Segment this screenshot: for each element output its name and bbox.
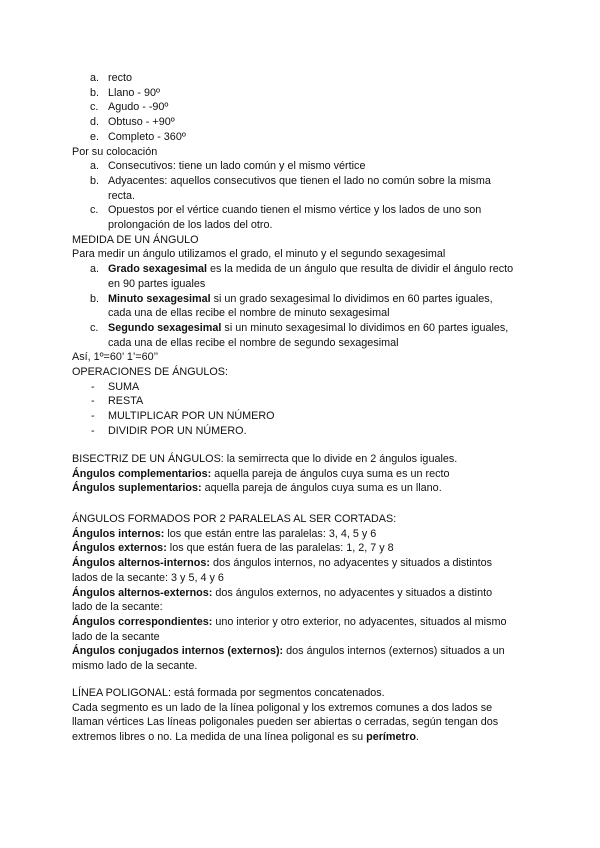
- list-item: a. Consecutivos: tiene un lado común y el mismo vértice: [90, 160, 366, 173]
- list-marker: e.: [90, 130, 100, 143]
- list-item: c. Opuestos por el vértice cuando tienen el mismo vértice y los lados de uno son prolongación de los lados del otro.: [90, 204, 482, 232]
- dash-marker: -: [91, 395, 95, 408]
- term: Ángulos internos:: [72, 527, 165, 540]
- term: Ángulos alternos-externos:: [72, 586, 213, 599]
- list-item: a. Grado sexagesimal es la medida de un ángulo que resulta de dividir el ángulo recto en 90 partes iguales: [90, 263, 514, 290]
- term: perímetro: [366, 731, 416, 744]
- paragraph: Ángulos suplementarios: aquella pareja de ángulos cuya suma es un llano.: [72, 482, 442, 495]
- list-item: - DIVIDIR POR UN NÚMERO.: [91, 424, 247, 437]
- list-marker: c.: [90, 204, 99, 217]
- paragraph: Ángulos complementarios: aquella pareja de ángulos cuya suma es un recto: [72, 467, 450, 480]
- list-item: d. Obtuso - +90º: [90, 116, 175, 129]
- list-item: - SUMA: [91, 380, 140, 393]
- section-heading: LÍNEA POLIGONAL: está formada por segmentos concatenados.: [72, 687, 385, 699]
- paragraph: lado de la secante: [72, 630, 160, 643]
- bisector-section: [72, 452, 532, 496]
- equivalence-line: Así, 1º=60’ 1’=60’’: [72, 351, 159, 364]
- paragraph: Ángulos conjugados internos (externos): dos ángulos internos (externos) situados a un: [72, 645, 505, 658]
- list-item: c. Segundo sexagesimal si un minuto sexagesimal lo dividimos en 60 partes iguales, cada una de ellas recibe el nombre de segundo sexagesimal: [90, 321, 509, 349]
- section-heading: Por su colocación: [72, 145, 158, 158]
- list-marker: a.: [90, 72, 100, 84]
- list-marker: a.: [90, 263, 100, 276]
- paragraph: llaman vértices Las líneas poligonales pueden ser abiertas o cerradas, según tengan dos: [72, 716, 499, 729]
- paragraph: Ángulos externos: los que están fuera de las paralelas: 1, 2, 7 y 8: [72, 542, 394, 555]
- dash-marker: -: [91, 424, 95, 437]
- list-marker: b.: [90, 292, 100, 305]
- paragraph: lados de la secante: 3 y 5, 4 y 6: [72, 571, 224, 584]
- dash-marker: -: [91, 380, 95, 393]
- section-heading: MEDIDA DE UN ÁNGULO: [72, 233, 199, 246]
- paragraph: BISECTRIZ DE UN ÁNGULOS: la semirrecta que lo divide en 2 ángulos iguales.: [72, 453, 458, 465]
- term: Ángulos suplementarios:: [72, 482, 202, 495]
- list-marker: b.: [90, 174, 100, 187]
- paragraph: mismo lado de la secante.: [72, 660, 198, 673]
- angle-types-list: [72, 71, 532, 439]
- parallels-section: [72, 512, 532, 674]
- list-item: a. recto: [90, 72, 133, 84]
- paragraph: Ángulos internos: los que están entre las paralelas: 3, 4, 5 y 6: [72, 527, 377, 540]
- list-item: c. Agudo - -90º: [90, 101, 169, 114]
- list-marker: d.: [90, 116, 100, 129]
- list-marker: c.: [90, 101, 99, 114]
- term: Minuto sexagesimal: [108, 292, 211, 305]
- list-marker: a.: [90, 160, 100, 173]
- term: Ángulos alternos-internos:: [72, 557, 210, 570]
- term: Ángulos conjugados internos (externos):: [72, 645, 284, 658]
- section-heading: ÁNGULOS FORMADOS POR 2 PARALELAS AL SER CORTADAS:: [72, 513, 397, 525]
- polygonal-section: [72, 686, 532, 745]
- dash-marker: -: [91, 410, 95, 423]
- list-item: e. Completo - 360º: [90, 130, 186, 143]
- list-item: - RESTA: [91, 395, 144, 408]
- section-heading: OPERACIONES DE ÁNGULOS:: [72, 366, 228, 379]
- paragraph: Para medir un ángulo utilizamos el grado, el minuto y el segundo sexagesimal: [72, 248, 446, 261]
- list-item: - MULTIPLICAR POR UN NÚMERO: [91, 410, 275, 423]
- list-item: b. Minuto sexagesimal si un grado sexagesimal lo dividimos en 60 partes iguales, cada una de ellas recibe el nombre de minuto sexagesimal: [90, 292, 493, 320]
- list-marker: c.: [90, 321, 99, 334]
- term: Ángulos correspondientes:: [72, 615, 213, 628]
- paragraph: Ángulos alternos-externos: dos ángulos externos, no adyacentes y situados a distinto: [72, 586, 493, 599]
- list-item: b. Adyacentes: aquellos consecutivos que tienen el lado no común sobre la misma recta.: [90, 174, 491, 202]
- list-marker: b.: [90, 86, 100, 99]
- paragraph: lado de la secante:: [72, 601, 163, 614]
- term: Ángulos externos:: [72, 542, 167, 555]
- paragraph: Ángulos alternos-internos: dos ángulos internos, no adyacentes y situados a distintos: [72, 557, 493, 570]
- term: Segundo sexagesimal: [108, 321, 222, 334]
- term: Ángulos complementarios:: [72, 467, 212, 480]
- list-item: b. Llano - 90º: [90, 86, 160, 99]
- paragraph: extremos libres o no. La medida de una línea poligonal es su perímetro.: [72, 731, 419, 744]
- paragraph: Ángulos correspondientes: uno interior y otro exterior, no adyacentes, situados al mismo: [72, 615, 507, 628]
- paragraph: Cada segmento es un lado de la línea poligonal y los extremos comunes a dos lados se: [72, 701, 493, 714]
- term: Grado sexagesimal: [108, 263, 208, 276]
